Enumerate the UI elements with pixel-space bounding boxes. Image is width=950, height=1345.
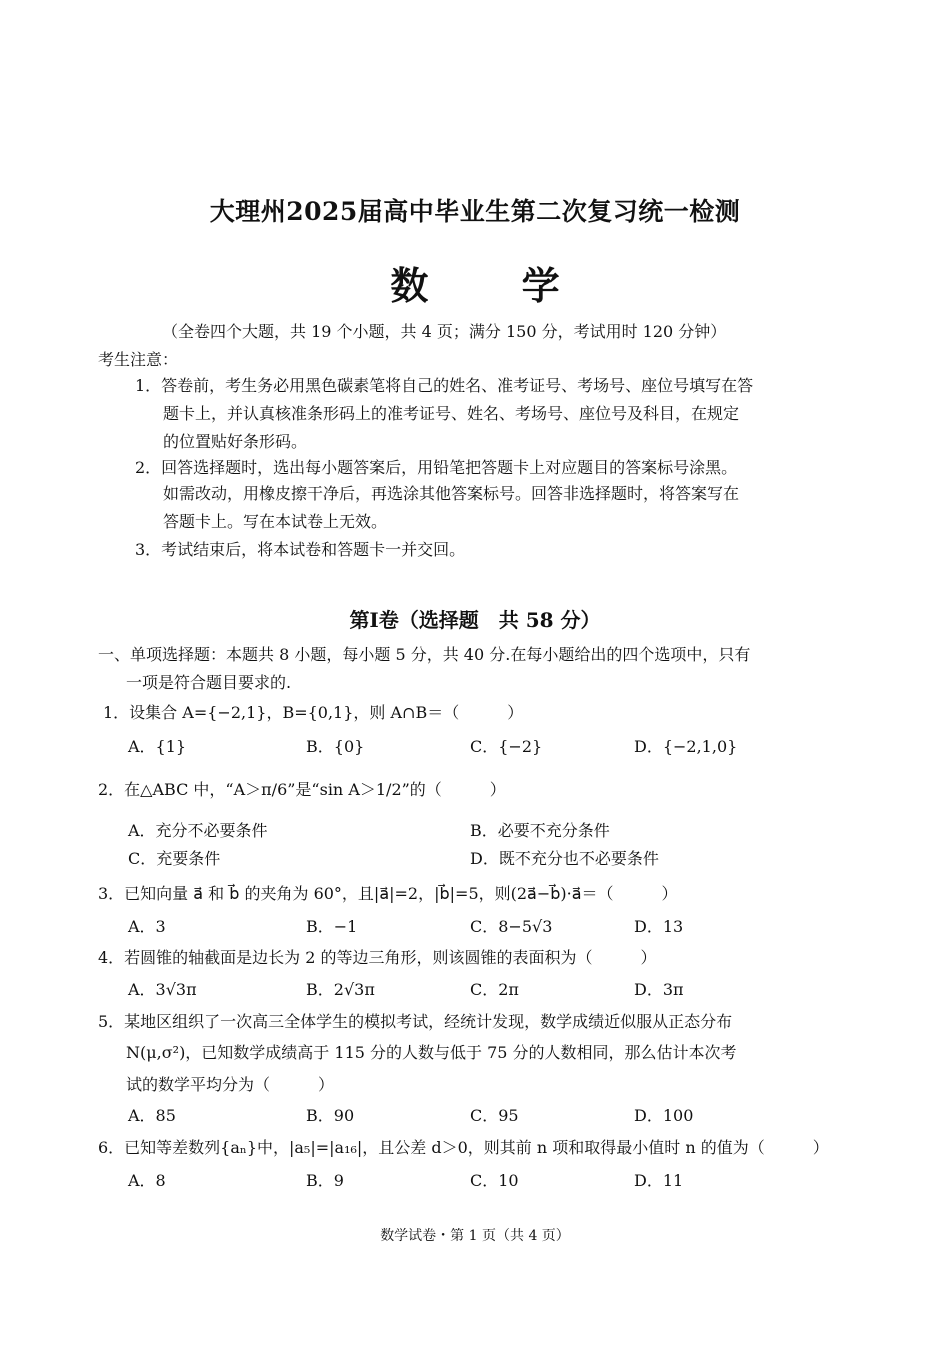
page-footer: 数学试卷・第 1 页（共 4 页） bbox=[380, 1228, 570, 1244]
notice-line: 1．答卷前，考生务必用黑色碳素笔将自己的姓名、准考证号、考场号、座位号填写在答 bbox=[135, 376, 754, 395]
notice-heading: 考生注意： bbox=[98, 350, 179, 369]
option: B．90 bbox=[306, 1106, 355, 1125]
option: A．8 bbox=[128, 1171, 166, 1190]
question-stem: 1．设集合 A={−2,1}，B={0,1}，则 A∩B＝（ ） bbox=[103, 703, 524, 722]
notice-line: 的位置贴好条形码。 bbox=[163, 432, 308, 451]
option: C．2π bbox=[470, 980, 519, 999]
option: C．充要条件 bbox=[128, 849, 221, 868]
option: A．85 bbox=[128, 1106, 176, 1125]
option: D．{−2,1,0} bbox=[634, 737, 738, 756]
question-stem-line: N(μ,σ²)，已知数学成绩高于 115 分的人数与低于 75 分的人数相同，那么估计本次考 bbox=[126, 1043, 737, 1062]
option: C．95 bbox=[470, 1106, 519, 1125]
exam-title: 大理州2025届高中毕业生第二次复习统一检测 bbox=[209, 197, 741, 226]
question-stem-line: 5．某地区组织了一次高三全体学生的模拟考试，经统计发现，数学成绩近似服从正态分布 bbox=[98, 1012, 733, 1031]
notice-line: 题卡上，并认真核准条形码上的准考证号、姓名、考场号、座位号及科目，在规定 bbox=[163, 404, 740, 423]
part-instruction: 一、单项选择题：本题共 8 小题，每小题 5 分，共 40 分.在每小题给出的四个选项中，只有 bbox=[98, 645, 751, 664]
option: B．−1 bbox=[306, 917, 358, 936]
option: A．{1} bbox=[128, 737, 187, 756]
option: C．{−2} bbox=[470, 737, 543, 756]
notice-line: 2．回答选择题时，选出每小题答案后，用铅笔把答题卡上对应题目的答案标号涂黑。 bbox=[135, 458, 738, 477]
option: D．11 bbox=[634, 1171, 684, 1190]
section-title: 第Ⅰ卷（选择题 共 58 分） bbox=[349, 608, 601, 632]
option: C．10 bbox=[470, 1171, 519, 1190]
option: D．100 bbox=[634, 1106, 694, 1125]
question-stem: 4．若圆锥的轴截面是边长为 2 的等边三角形，则该圆锥的表面积为（ ） bbox=[98, 948, 657, 967]
option: A．充分不必要条件 bbox=[128, 821, 268, 840]
notice-line: 3．考试结束后，将本试卷和答题卡一并交回。 bbox=[135, 540, 466, 559]
option: B．{0} bbox=[306, 737, 365, 756]
option: D．既不充分也不必要条件 bbox=[470, 849, 659, 868]
option: B．必要不充分条件 bbox=[470, 821, 610, 840]
option: A．3 bbox=[128, 917, 166, 936]
option: D．13 bbox=[634, 917, 684, 936]
part-instruction: 一项是符合题目要求的. bbox=[126, 673, 292, 692]
option: A．3√3π bbox=[128, 980, 197, 999]
notice-line: 如需改动，用橡皮擦干净后，再选涂其他答案标号。回答非选择题时，将答案写在 bbox=[163, 484, 740, 503]
subject-title: 数 学 bbox=[390, 263, 600, 308]
question-stem: 6．已知等差数列{aₙ}中，|a₅|=|a₁₆|，且公差 d＞0，则其前 n 项和取得最小值时 n 的值为（ ） bbox=[98, 1138, 829, 1157]
notice-line: 答题卡上。写在本试卷上无效。 bbox=[163, 512, 388, 531]
option: D．3π bbox=[634, 980, 684, 999]
option: C．8−5√3 bbox=[470, 917, 553, 936]
question-stem: 3．已知向量 a⃗ 和 b⃗ 的夹角为 60°，且|a⃗|=2，|b⃗|=5，则(2a⃗−b⃗)·a⃗＝（ ） bbox=[98, 884, 678, 903]
question-stem-line: 试的数学平均分为（ ） bbox=[126, 1075, 335, 1094]
question-stem: 2．在△ABC 中，“A＞π/6”是“sin A＞1/2”的（ ） bbox=[98, 780, 506, 799]
option: B．9 bbox=[306, 1171, 344, 1190]
option: B．2√3π bbox=[306, 980, 375, 999]
exam-info: （全卷四个大题，共 19 个小题，共 4 页；满分 150 分，考试用时 120 分钟） bbox=[162, 322, 727, 341]
